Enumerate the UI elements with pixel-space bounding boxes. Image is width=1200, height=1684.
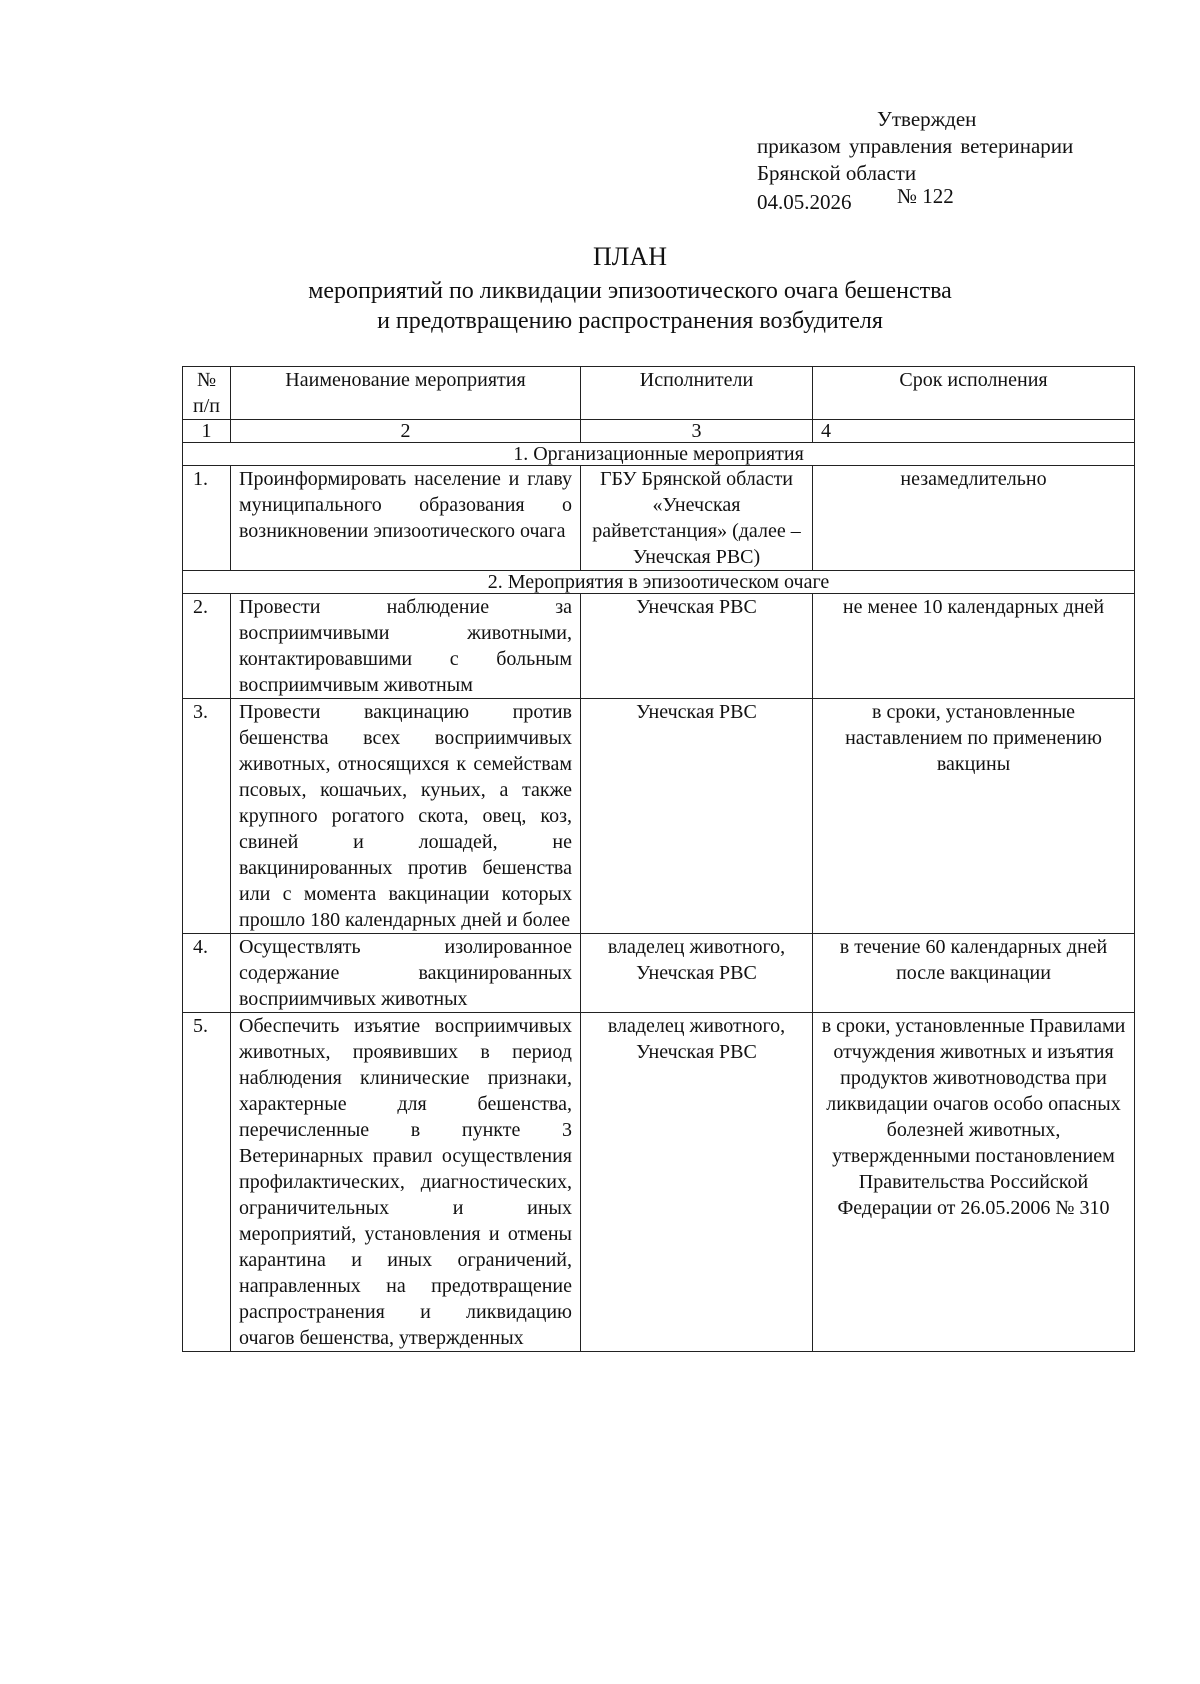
row-activity: Провести наблюдение за восприимчивыми животными, контактировавшими с больным восприимчивым животным bbox=[231, 594, 581, 699]
header-name: Наименование мероприятия bbox=[231, 367, 581, 420]
approval-number: № 122 bbox=[897, 184, 954, 208]
row-executor: владелец животного, Унечская РВС bbox=[581, 1013, 813, 1352]
section-row bbox=[183, 443, 1135, 466]
column-index: 2 bbox=[231, 420, 581, 443]
column-index: 4 bbox=[813, 420, 1135, 443]
header-term: Срок исполнения bbox=[813, 367, 1135, 420]
section-row bbox=[183, 571, 1135, 594]
table-row bbox=[183, 934, 1135, 1013]
row-deadline: в сроки, установленные наставлением по применению вакцины bbox=[813, 699, 1135, 934]
row-executor: ГБУ Брянской области «Унечская райветстанция» (далее – Унечская РВС) bbox=[581, 466, 813, 571]
section-title: 1. Организационные мероприятия bbox=[183, 443, 1135, 466]
document-title bbox=[200, 242, 1060, 336]
approval-date-row bbox=[757, 184, 1117, 214]
row-executor: Унечская РВС bbox=[581, 699, 813, 934]
column-index-row bbox=[183, 420, 1135, 443]
row-number: 3. bbox=[183, 699, 231, 934]
approval-stamp bbox=[757, 106, 1117, 214]
approval-line-3: Брянской области bbox=[757, 161, 917, 185]
row-activity: Обеспечить изъятие восприимчивых животных, проявивших в период наблюдения клинические признаки, характерные для бешенства, перечисленные в пункте 3 Ветеринарных правил осуществления профилактических, диагностических, ограничительных и иных мероприятий, установления и отмены карантина и иных ограничений, направленных на предотвращение распространения и ликвидацию очагов бешенства, утвержденных bbox=[231, 1013, 581, 1352]
row-number: 4. bbox=[183, 934, 231, 1013]
row-number: 1. bbox=[183, 466, 231, 571]
header-exec: Исполнители bbox=[581, 367, 813, 420]
table-row bbox=[183, 699, 1135, 934]
title-subtitle-1: мероприятий по ликвидации эпизоотического очага бешенства bbox=[308, 278, 952, 304]
approval-date: 04.05.2026 bbox=[757, 190, 852, 214]
row-deadline: в сроки, установленные Правилами отчуждения животных и изъятия продуктов животноводства при ликвидации очагов особо опасных болезней животных, утвержденными постановлением Правительства Российской Федерации от 26.05.2006 № 310 bbox=[813, 1013, 1135, 1352]
table-row bbox=[183, 466, 1135, 571]
row-activity: Проинформировать население и главу муниципального образования о возникновении эпизоотического очага bbox=[231, 466, 581, 571]
row-activity: Провести вакцинацию против бешенства всех восприимчивых животных, относящихся к семействам псовых, кошачьих, куньих, а также крупного рогатого скота, овец, коз, свиней и лошадей, не вакцинированных против бешенства или с момента вакцинации которых прошло 180 календарных дней и более bbox=[231, 699, 581, 934]
row-deadline: незамедлительно bbox=[813, 466, 1135, 571]
header-num: № п/п bbox=[183, 367, 231, 420]
title-subtitle-2: и предотвращению распространения возбудителя bbox=[377, 308, 883, 334]
plan-table bbox=[182, 366, 1135, 1352]
section-title: 2. Мероприятия в эпизоотическом очаге bbox=[183, 571, 1135, 594]
row-number: 2. bbox=[183, 594, 231, 699]
row-activity: Осуществлять изолированное содержание вакцинированных восприимчивых животных bbox=[231, 934, 581, 1013]
row-deadline: не менее 10 календарных дней bbox=[813, 594, 1135, 699]
row-number: 5. bbox=[183, 1013, 231, 1352]
row-executor: владелец животного, Унечская РВС bbox=[581, 934, 813, 1013]
column-index: 3 bbox=[581, 420, 813, 443]
approval-line-2: приказом управления ветеринарии bbox=[757, 134, 1074, 158]
table-row bbox=[183, 1013, 1135, 1352]
row-executor: Унечская РВС bbox=[581, 594, 813, 699]
approval-line-1: Утвержден bbox=[877, 107, 977, 131]
title-main: ПЛАН bbox=[593, 242, 667, 271]
table-header-row bbox=[183, 367, 1135, 420]
row-deadline: в течение 60 календарных дней после вакцинации bbox=[813, 934, 1135, 1013]
column-index: 1 bbox=[183, 420, 231, 443]
table-row bbox=[183, 594, 1135, 699]
